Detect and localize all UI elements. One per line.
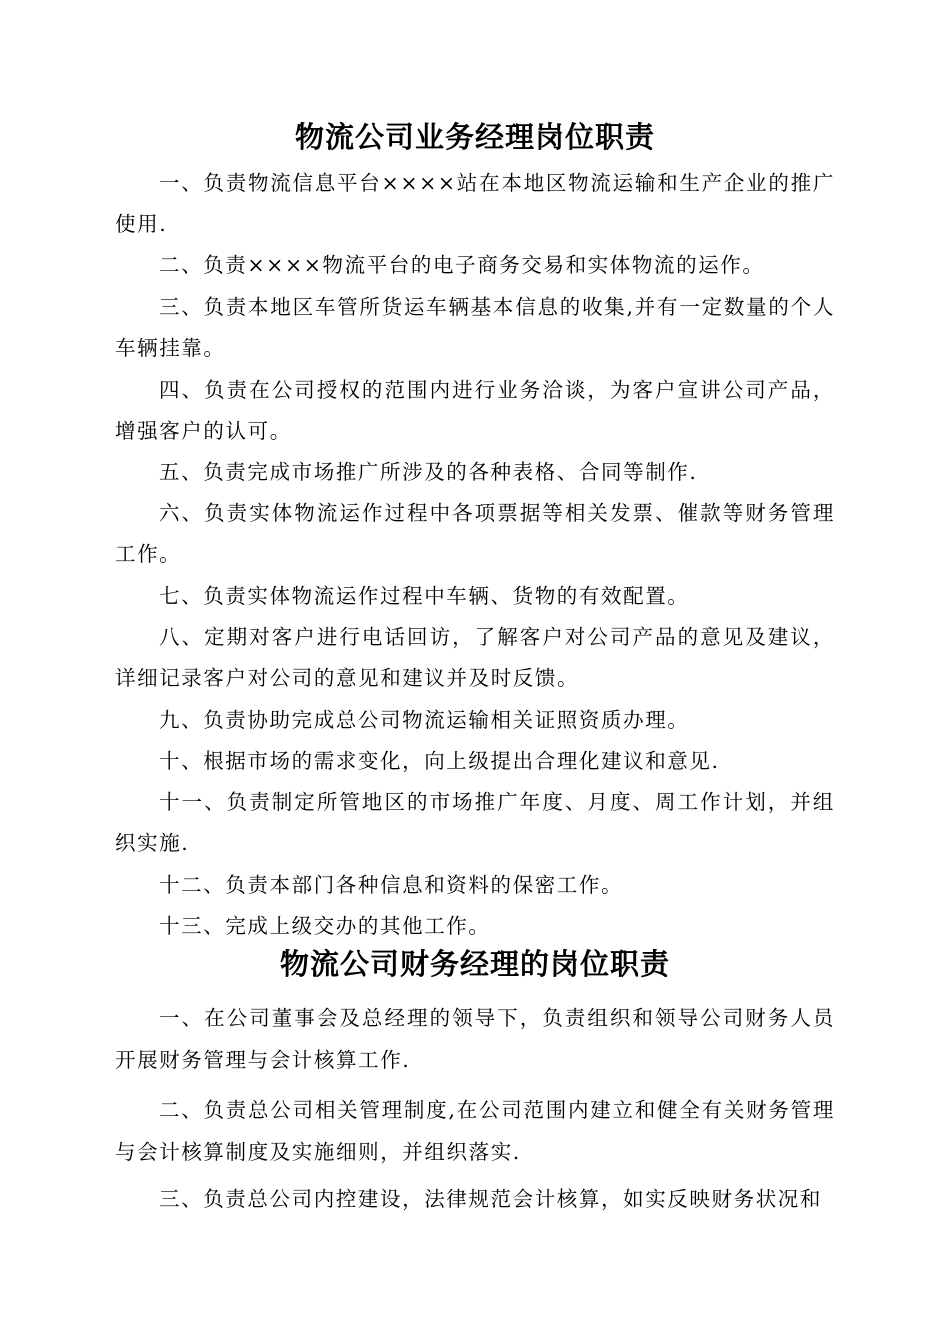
duty-paragraph: 五、负责完成市场推广所涉及的各种表格、合同等制作. (159, 460, 698, 484)
duty-paragraph: 二、负责总公司相关管理制度,在公司范围内建立和健全有关财务管理与会计核算制度及实施细则，并组织落实. (115, 1098, 835, 1164)
duty-paragraph: 六、负责实体物流运作过程中各项票据等相关发票、催款等财务管理工作。 (115, 501, 835, 566)
duty-paragraph: 四、负责在公司授权的范围内进行业务洽谈，为客户宣讲公司产品，增强客户的认可。 (115, 378, 835, 443)
duty-paragraph: 十三、完成上级交办的其他工作。 (159, 914, 491, 938)
duty-paragraph: 十一、负责制定所管地区的市场推广年度、月度、周工作计划，并组织实施. (115, 790, 835, 855)
duty-paragraph: 十二、负责本部门各种信息和资料的保密工作。 (159, 873, 624, 897)
duty-paragraph: 十、根据市场的需求变化，向上级提出合理化建议和意见. (159, 749, 720, 773)
duty-paragraph: 一、在公司董事会及总经理的领导下，负责组织和领导公司财务人员开展财务管理与会计核算工作. (115, 1006, 835, 1072)
section-title: 物流公司财务经理的岗位职责 (279, 947, 670, 981)
section-title: 物流公司业务经理岗位职责 (294, 120, 655, 154)
duty-paragraph: 九、负责协助完成总公司物流运输相关证照资质办理。 (159, 708, 690, 732)
duty-paragraph: 八、定期对客户进行电话回访，了解客户对公司产品的意见及建议，详细记录客户对公司的意见和建议并及时反馈。 (115, 625, 835, 690)
duty-paragraph: 一、负责物流信息平台××××站在本地区物流运输和生产企业的推广使用. (115, 171, 835, 236)
duty-paragraph: 三、负责总公司内控建设，法律规范会计核算，如实反映财务状况和 (159, 1187, 822, 1211)
duty-paragraph: 七、负责实体物流运作过程中车辆、货物的有效配置。 (159, 584, 690, 608)
duty-paragraph: 三、负责本地区车管所货运车辆基本信息的收集,并有一定数量的个人车辆挂靠。 (115, 295, 835, 360)
duty-paragraph: 二、负责××××物流平台的电子商务交易和实体物流的运作。 (159, 253, 765, 277)
